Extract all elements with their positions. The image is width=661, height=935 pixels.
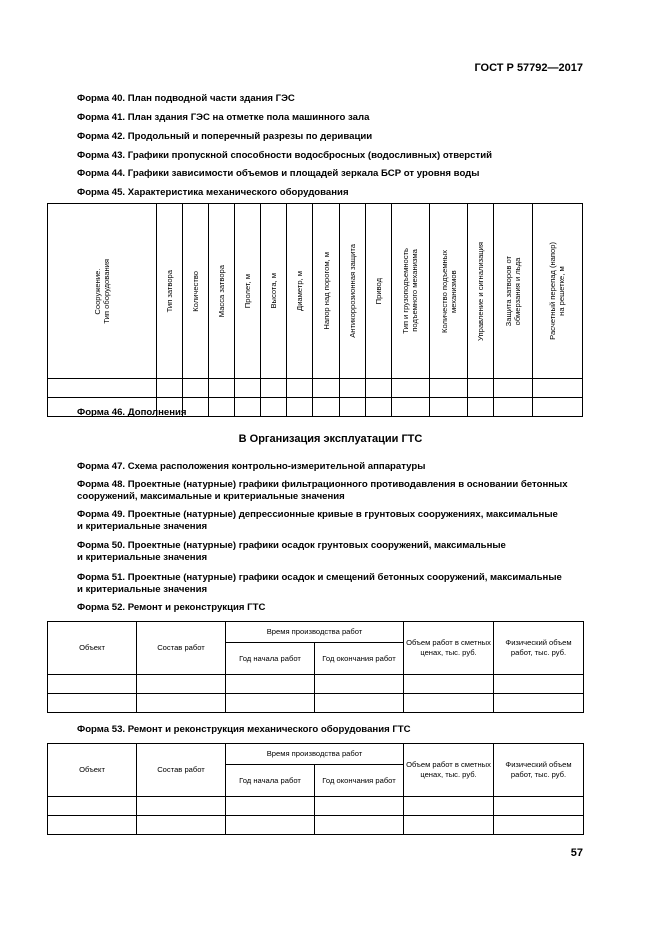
form-51-line-1: Форма 51. Проектные (натурные) графики осадок и смещений бетонных сооружений, максимальные [77, 572, 562, 583]
col-structure-equipment: Сооружение. Тип оборудования [92, 258, 111, 324]
col-work-volume: Объем работ в сметных ценах, тыс. руб. [404, 744, 494, 797]
col-work-composition: Состав работ [137, 622, 226, 675]
table-row [48, 675, 584, 694]
form-43-title: Форма 43. Графики пропускной способности водосбросных (водосливных) отверстий [77, 150, 492, 161]
col-work-composition: Состав работ [137, 744, 226, 797]
form-45-title: Форма 45. Характеристика механического оборудования [77, 187, 349, 198]
col-work-period: Время производства работ [226, 744, 404, 765]
repair-table-53 [47, 743, 584, 835]
col-start-year: Год начала работ [226, 765, 315, 797]
col-quantity: Количество [190, 270, 200, 312]
table-row [48, 694, 584, 713]
col-control-signaling: Управление и сигнализация [476, 241, 486, 341]
form-48-line-2: сооружений, максимальные и критериальные значения [77, 491, 345, 502]
col-hoist-count: Количество подъемных механизмов [439, 249, 458, 333]
col-diameter: Диаметр, м [295, 271, 305, 311]
col-work-period: Время производства работ [226, 622, 404, 643]
form-50-line-1: Форма 50. Проектные (натурные) графики осадок грунтовых сооружений, максимальные [77, 540, 506, 551]
table-row [48, 816, 584, 835]
col-hoist-type-capacity: Тип и грузоподъемность подъемного механизма [401, 248, 420, 334]
table-row [48, 797, 584, 816]
form-40-title: Форма 40. План подводной части здания ГЭС [77, 93, 295, 104]
col-start-year: Год начала работ [226, 643, 315, 675]
col-head-over-sill: Напор над порогом, м [321, 252, 331, 330]
page-number: 57 [570, 847, 583, 859]
col-head-differential: Расчетный перепад (напор) на решетке, м [548, 242, 567, 340]
section-title: В Организация эксплуатации ГТС [238, 433, 423, 445]
form-50-line-2: и критериальные значения [77, 552, 208, 563]
col-gate-mass: Масса затвора [216, 264, 226, 318]
repair-table-52 [47, 621, 584, 713]
equipment-table [47, 203, 583, 417]
col-drive: Привод [373, 277, 383, 305]
col-anticorrosion: Антикоррозионная защита [347, 244, 357, 338]
document-code: ГОСТ Р 57792—2017 [474, 62, 583, 74]
form-53-title: Форма 53. Ремонт и реконструкция механического оборудования ГТС [77, 724, 411, 735]
col-height: Высота, м [269, 273, 279, 309]
form-49-line-2: и критериальные значения [77, 521, 208, 532]
col-object: Объект [48, 744, 137, 797]
equipment-table-header [48, 204, 583, 379]
form-49-line-1: Форма 49. Проектные (натурные) депрессионные кривые в грунтовых сооружениях, максимальные [77, 509, 558, 520]
table-row [48, 379, 583, 398]
col-span: Пролет, м [243, 273, 253, 309]
col-ice-protection: Защита затворов от обмерзания и льда [504, 255, 522, 327]
form-52-title: Форма 52. Ремонт и реконструкция ГТС [77, 602, 266, 613]
form-47-title: Форма 47. Схема расположения контрольно-измерительной аппаратуры [77, 461, 426, 472]
col-end-year: Год окончания работ [315, 765, 404, 797]
form-48-line-1: Форма 48. Проектные (натурные) графики фильтрационного противодавления в основании бетонных [77, 479, 568, 490]
col-object: Объект [48, 622, 137, 675]
col-work-volume: Объем работ в сметных ценах, тыс. руб. [404, 622, 494, 675]
form-46-title: Форма 46. Дополнения [77, 407, 187, 418]
col-physical-volume: Физический объем работ, тыс. руб. [494, 622, 584, 675]
form-42-title: Форма 42. Продольный и поперечный разрезы по деривации [77, 131, 373, 142]
form-41-title: Форма 41. План здания ГЭС на отметке пола машинного зала [77, 112, 370, 123]
col-gate-type: Тип затвора [164, 269, 174, 313]
form-44-title: Форма 44. Графики зависимости объемов и площадей зеркала БСР от уровня воды [77, 168, 480, 179]
form-51-line-2: и критериальные значения [77, 584, 208, 595]
col-end-year: Год окончания работ [315, 643, 404, 675]
col-physical-volume: Физический объем работ, тыс. руб. [494, 744, 584, 797]
